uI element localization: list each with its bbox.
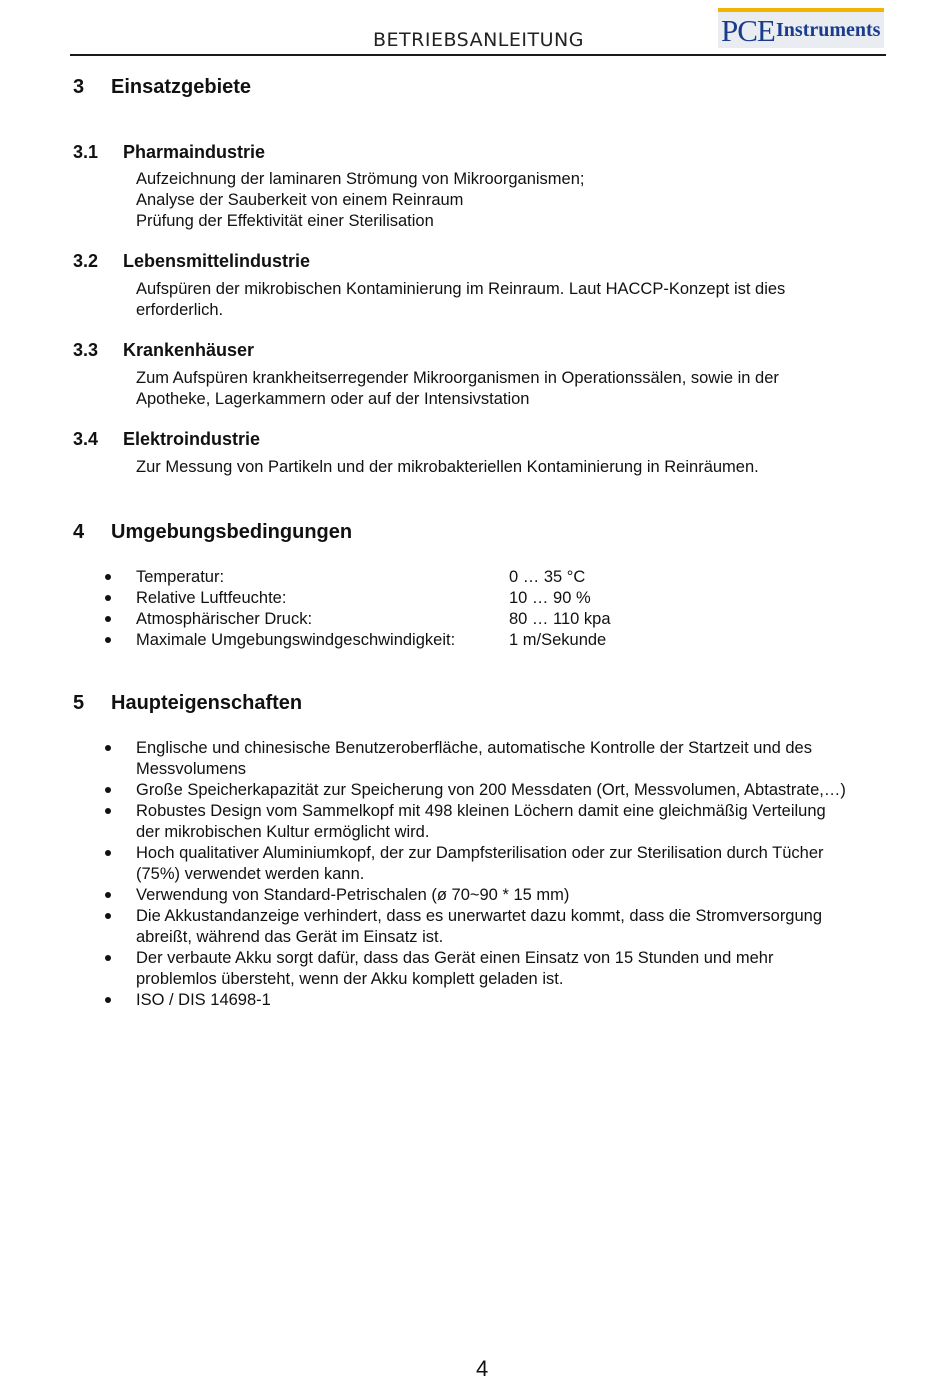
feature-line: Der verbaute Akku sorgt dafür, dass das Gerät einen Einsatz von 15 Stunden und mehr	[136, 949, 774, 967]
condition-label: Maximale Umgebungswindgeschwindigkeit:	[136, 631, 456, 649]
subsection-text-line: Aufspüren der mikrobischen Kontaminierung im Reinraum. Laut HACCP-Konzept ist dies	[136, 280, 786, 298]
bullet-icon	[105, 787, 111, 793]
condition-item	[104, 630, 607, 651]
features-list	[104, 738, 846, 1011]
subsection-text-line: Apotheke, Lagerkammern oder auf der Intensivstation	[136, 390, 530, 408]
conditions-list	[104, 567, 611, 651]
logo-pce-text: PCE	[721, 13, 775, 48]
subsection-text-line: Prüfung der Effektivität einer Sterilisation	[136, 212, 434, 230]
feature-item	[104, 948, 846, 990]
subsection-number: 3.4	[73, 429, 99, 449]
bullet-icon	[105, 808, 111, 814]
feature-line: Robustes Design vom Sammelkopf mit 498 kleinen Löchern damit eine gleichmäßig Verteilung	[136, 802, 826, 820]
subsection-number: 3.2	[73, 251, 99, 271]
subsection-text-line: erforderlich.	[136, 301, 224, 319]
condition-value: 10 … 90 %	[509, 589, 591, 607]
subsection-text-line: Aufzeichnung der laminaren Strömung von Mikroorganismen;	[136, 170, 585, 188]
pce-instruments-logo	[718, 8, 884, 48]
bullet-icon	[105, 850, 111, 856]
condition-value: 80 … 110 kpa	[509, 610, 611, 628]
feature-line: (75%) verwendet werden kann.	[136, 865, 365, 883]
feature-line: ISO / DIS 14698-1	[136, 991, 271, 1009]
condition-label: Temperatur:	[136, 568, 225, 586]
feature-item	[104, 906, 846, 948]
bullet-icon	[105, 745, 111, 751]
section-5-heading	[73, 692, 473, 718]
subsection-text-line: Zur Messung von Partikeln und der mikrobakteriellen Kontaminierung in Reinräumen.	[136, 458, 759, 476]
condition-value: 1 m/Sekunde	[509, 631, 607, 649]
bullet-icon	[105, 637, 111, 643]
bullet-icon	[105, 955, 111, 961]
section-3-heading	[73, 76, 473, 102]
section-number: 5	[73, 692, 85, 714]
bullet-icon	[105, 997, 111, 1003]
section-number: 4	[73, 521, 85, 543]
bullet-icon	[105, 574, 111, 580]
subsection-number: 3.1	[73, 142, 99, 162]
feature-item	[104, 780, 846, 801]
section-title: Einsatzgebiete	[111, 76, 252, 98]
feature-item	[104, 801, 846, 843]
condition-label: Atmosphärischer Druck:	[136, 610, 313, 628]
subsection-3-4-heading	[73, 429, 473, 451]
section-4-heading	[73, 521, 473, 547]
condition-value: 0 … 35 °C	[509, 568, 586, 586]
subsection-title: Krankenhäuser	[123, 340, 255, 360]
subsection-number: 3.3	[73, 340, 99, 360]
condition-label: Relative Luftfeuchte:	[136, 589, 287, 607]
feature-item	[104, 885, 846, 906]
subsection-3-3-heading	[73, 340, 473, 362]
condition-item	[104, 609, 611, 630]
bullet-icon	[105, 616, 111, 622]
feature-line: problemlos übersteht, wenn der Akku komplett geladen ist.	[136, 970, 564, 988]
section-number: 3	[73, 76, 85, 98]
feature-line: der mikrobischen Kultur ermöglicht wird.	[136, 823, 430, 841]
subsection-title: Lebensmittelindustrie	[123, 251, 311, 271]
feature-line: Messvolumens	[136, 760, 247, 778]
bullet-icon	[105, 913, 111, 919]
feature-item	[104, 990, 846, 1011]
section-title: Umgebungsbedingungen	[111, 521, 353, 543]
feature-line: Verwendung von Standard-Petrischalen (ø 70~90 * 15 mm)	[136, 886, 570, 904]
subsection-3-2-heading	[73, 251, 473, 273]
feature-item	[104, 738, 846, 780]
feature-line: Die Akkustandanzeige verhindert, dass es unerwartet dazu kommt, dass die Stromversorgung	[136, 907, 823, 925]
header-title: BETRIEBSANLEITUNG	[373, 29, 584, 51]
page-header	[70, 8, 886, 56]
feature-line: Hoch qualitativer Aluminiumkopf, der zur Dampfsterilisation oder zur Sterilisation durch Tücher	[136, 844, 824, 862]
subsection-title: Elektroindustrie	[123, 429, 261, 449]
section-title: Haupteigenschaften	[111, 692, 303, 714]
condition-item	[104, 567, 586, 588]
subsection-text-line: Analyse der Sauberkeit von einem Reinraum	[136, 191, 464, 209]
condition-item	[104, 588, 591, 609]
subsection-title: Pharmaindustrie	[123, 142, 266, 162]
bullet-icon	[105, 892, 111, 898]
bullet-icon	[105, 595, 111, 601]
feature-line: abreißt, während das Gerät im Einsatz ist.	[136, 928, 444, 946]
feature-line: Große Speicherkapazität zur Speicherung von 200 Messdaten (Ort, Messvolumen, Abtastrate,…)	[136, 781, 846, 799]
feature-item	[104, 843, 846, 885]
logo-instruments-text: Instruments	[776, 19, 881, 41]
page-number: 4	[476, 1356, 489, 1381]
feature-line: Englische und chinesische Benutzeroberfläche, automatische Kontrolle der Startzeit und des	[136, 739, 812, 757]
subsection-text-line: Zum Aufspüren krankheitserregender Mikroorganismen in Operationssälen, sowie in der	[136, 369, 779, 387]
subsection-3-1-heading	[73, 142, 473, 164]
